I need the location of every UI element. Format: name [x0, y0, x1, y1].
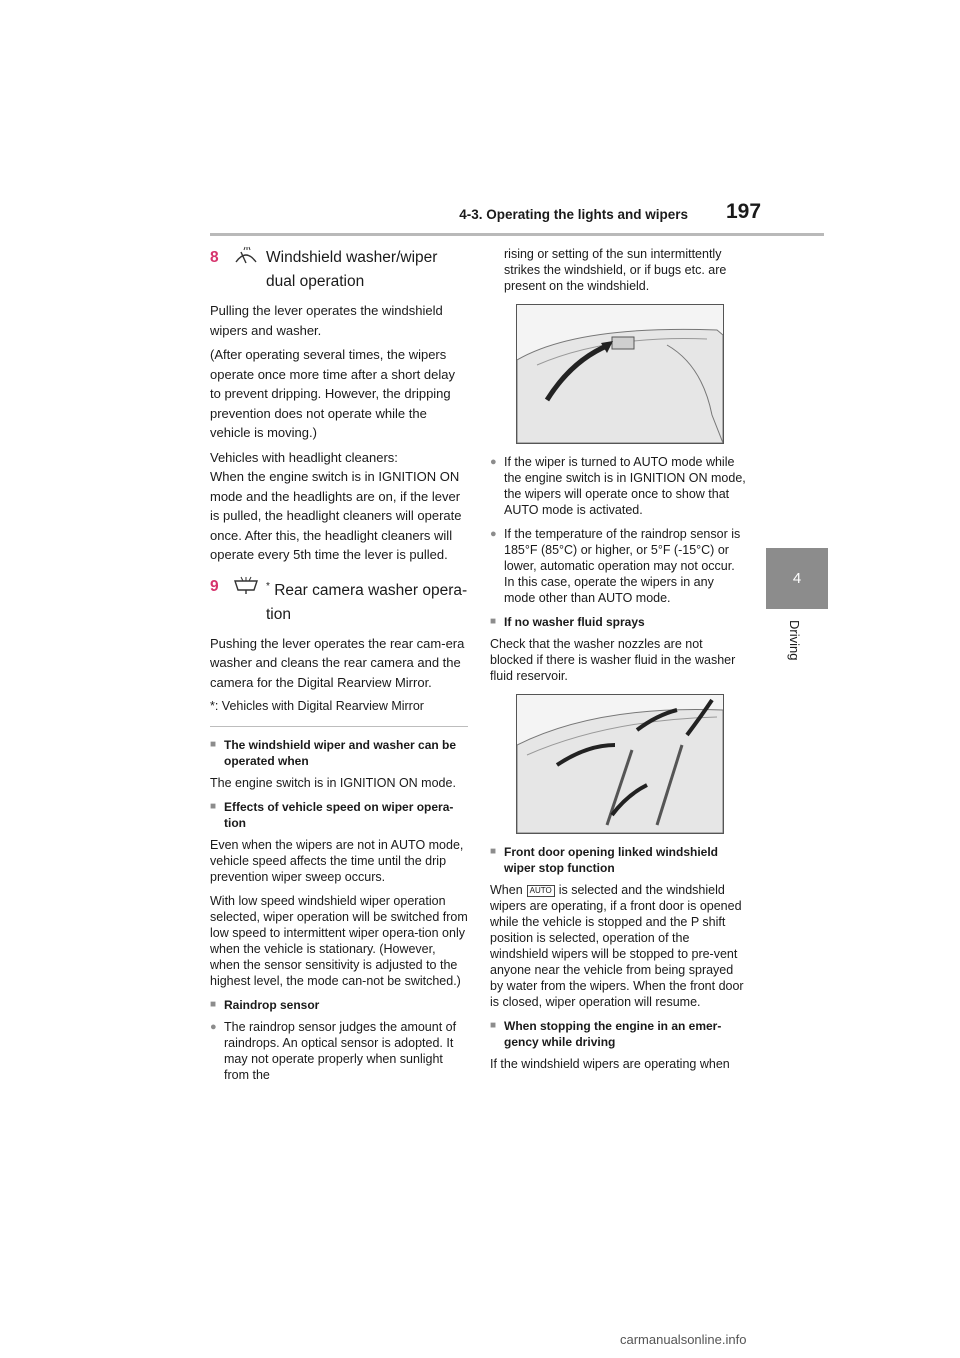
item-8-para-4: When the engine switch is in IGNITION ON mode and the headlights are on, if the lever is pulled, the headlight cleaners will operate once. After this, the headlight cleaners will operate every 5th time the lever is pulled. [210, 469, 462, 562]
item-9-number: 9 [210, 577, 219, 595]
raindrop-continued: rising or setting of the sun intermittently strikes the windshield, or if bugs etc. are present on the windshield. [504, 247, 727, 293]
item-9-title: * Rear camera washer opera-tion [266, 580, 468, 623]
page-number: 197 [726, 200, 762, 223]
note-operation-heading: ■ The windshield wiper and washer can be operated when [210, 737, 468, 769]
section-title: 4-3. Operating the lights and wipers [459, 207, 688, 222]
item-8-heading [210, 246, 468, 294]
door-linked-heading: ■ Front door opening linked windshield wiper stop function [490, 844, 748, 876]
auto-mode-bullet: ● If the wiper is turned to AUTO mode while the engine switch is in IGNITION ON mode, the wipers will operate once to show that AUTO mode is activated. [490, 454, 748, 518]
chapter-tab[interactable] [766, 548, 828, 609]
header-rule [210, 233, 824, 236]
temperature-bullet: ● If the temperature of the raindrop sensor is 185°F (85°C) or higher, or 5°F (-15°C) or lower, automatic operation may not occur. In this case, operate the wipers in any mode other than AUTO mode. [490, 526, 748, 606]
note-operation-body: The engine switch is in IGNITION ON mode. [210, 776, 456, 791]
washer-heading: ■ If no washer fluid sprays [490, 614, 748, 630]
right-column [490, 246, 748, 1080]
emergency-heading: ■ When stopping the engine in an emer-gency while driving [490, 1018, 748, 1050]
item-8-number: 8 [210, 249, 219, 266]
raindrop-sensor-illustration [516, 304, 724, 444]
note-speed-heading: ■ Effects of vehicle speed on wiper opera-tion [210, 799, 468, 831]
raindrop-bullet-1: ● The raindrop sensor judges the amount of raindrops. An optical sensor is adopted. It may not operate properly when sunlight from the [210, 1019, 468, 1083]
chapter-label: Driving [787, 620, 802, 661]
footnote: *: Vehicles with Digital Rearview Mirror [210, 699, 424, 714]
item-9-para: Pushing the lever operates the rear cam-era washer and cleans the rear camera and the camera for the Digital Rearview Mirror. [210, 635, 465, 690]
note-speed-body-1: Even when the wipers are not in AUTO mode, vehicle speed affects the time until the drip prevention wiper sweep occurs. [210, 838, 464, 885]
washer-nozzle-illustration [516, 694, 724, 834]
item-8-para-2: (After operating several times, the wipers operate once more time after a short delay to prevent dripping. However, the dripping prevention does not operate while the vehicle is moving.) [210, 347, 455, 440]
auto-mode-icon: AUTO [527, 885, 555, 897]
footer-watermark: carmanualsonline.info [620, 1332, 747, 1347]
chapter-number: 4 [792, 570, 802, 587]
rear-camera-washer-icon [232, 575, 260, 595]
windshield-washer-wiper-icon [232, 246, 260, 266]
item-9-heading [210, 575, 468, 627]
item-8-para-1: Pulling the lever operates the windshield wipers and washer. [210, 303, 443, 338]
washer-body: Check that the washer nozzles are not blocked if there is washer fluid in the washer fluid reservoir. [490, 637, 736, 683]
section-divider [210, 726, 468, 727]
left-column [210, 246, 468, 1091]
item-8-title: Windshield washer/wiper dual operation [266, 249, 438, 290]
note-raindrop-heading: ■ Raindrop sensor [210, 997, 468, 1013]
door-linked-body: When AUTO is selected and the windshield wipers are operating, if a front door is opened while the vehicle is stopped and the P shift position is selected, operation of the windshield wipers will be stopped to pre-vent anyone near the vehicle from being sprayed by water from the wipers. When the front door is closed, wiper operation will resume. [490, 883, 744, 1009]
note-speed-body-2: With low speed windshield wiper operation selected, wiper operation will be switched from low speed to intermittent wiper opera-tion only when the vehicle is stationary. (However, when the sensor sensitivity is adjusted to the highest level, the mode can-not be switched.) [210, 894, 468, 989]
emergency-body: If the windshield wipers are operating when [490, 1057, 730, 1071]
item-8-para-3: Vehicles with headlight cleaners: [210, 449, 398, 465]
